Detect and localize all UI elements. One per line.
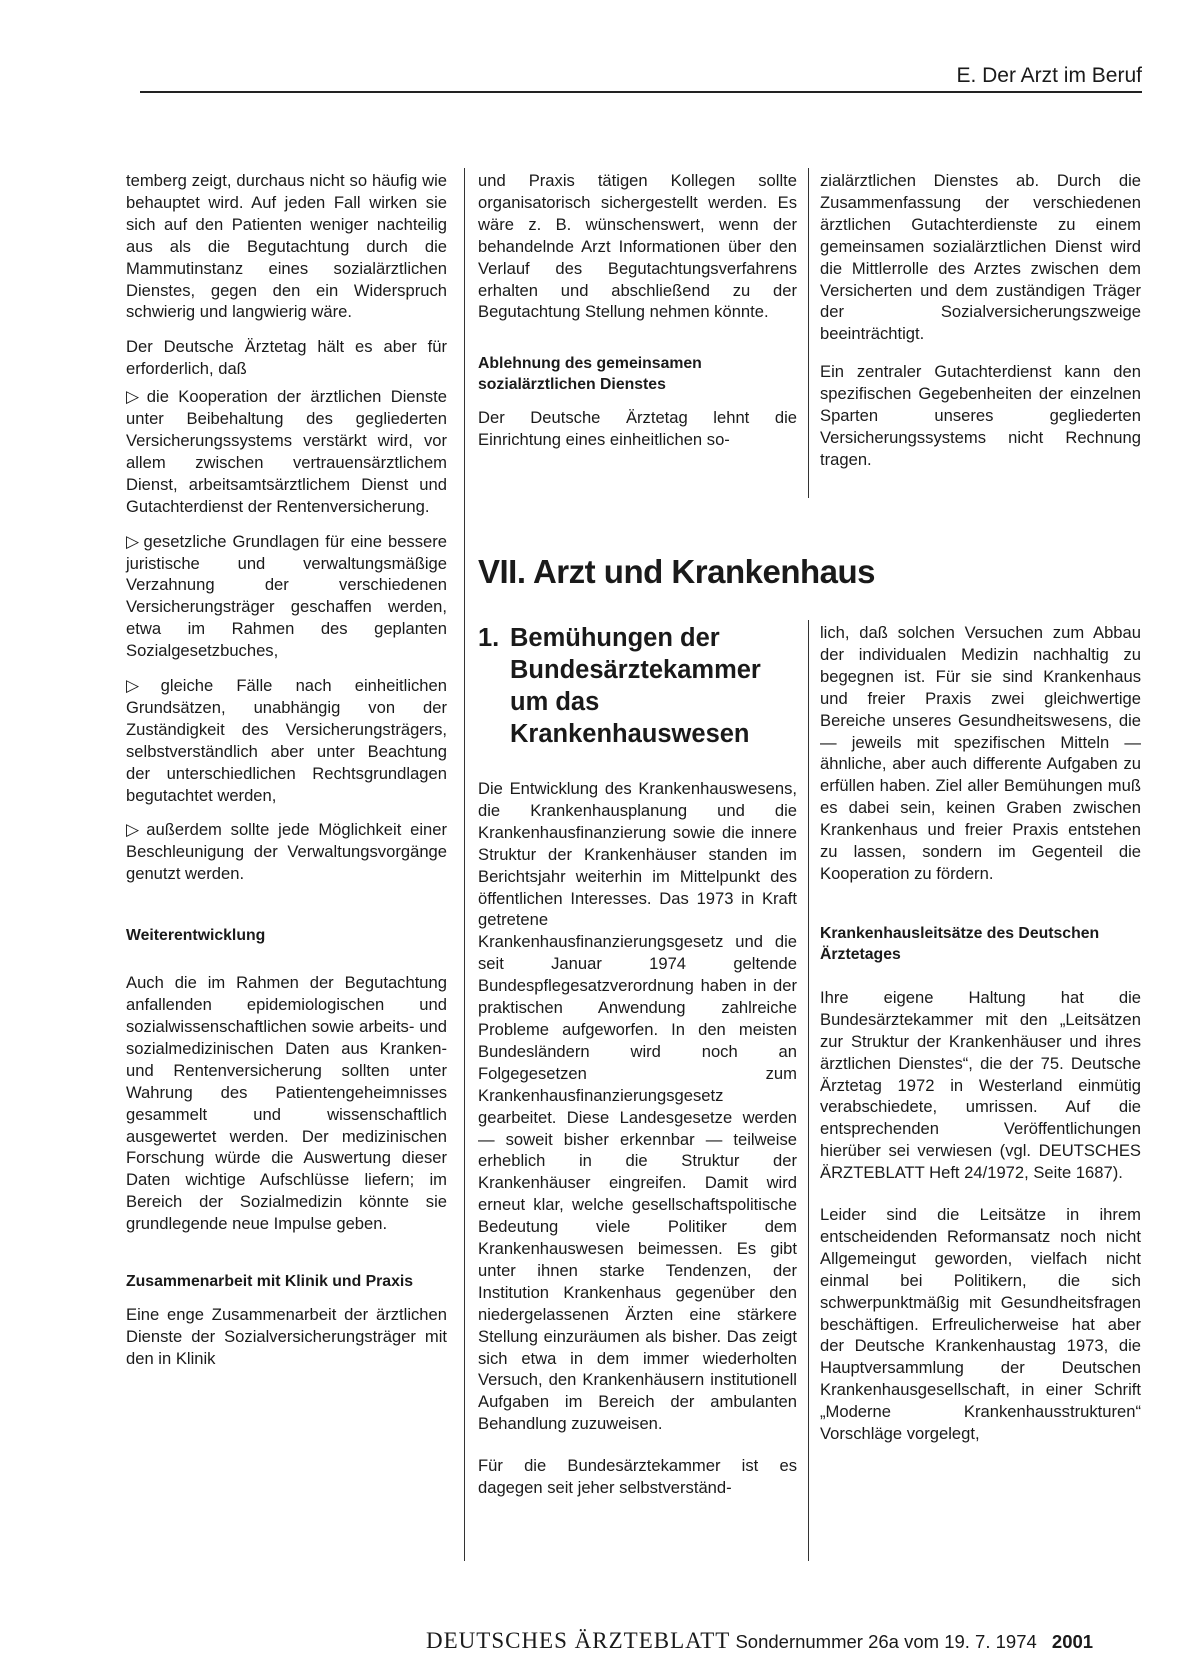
- subheading: Ablehnung des gemeinsamen sozialärztlichen Dienstes: [478, 355, 702, 394]
- paragraph: Ihre eigene Haltung hat die Bundesärztekammer mit den „Leitsätzen zur Struktur der Krankenhäuser und ihres ärztlichen Dienstes“, die der 75. Deutsche Ärztetag 1972 in Westerland einmütig verabschiedete, umrissen. Auf die entsprechenden Veröffentlichungen hierüber sei verwiesen (vgl. DEUTSCHES ÄRZTEBLATT Heft 24/1972, Seite 1687).: [820, 987, 1141, 1183]
- page-footer: [426, 1628, 1093, 1654]
- triangle-bullet-icon: ▷: [126, 820, 144, 840]
- paragraph: Für die Bundesärztekammer ist es dagegen seit jeher selbstverständ-: [478, 1456, 797, 1498]
- paragraph: zialärztlichen Dienstes ab. Durch die Zusammenfassung der verschiedenen ärztlichen Gutachterdienste zu einem gemeinsamen sozialärztlichen Dienst wird die Mittlerrolle des Arztes zwischen dem Versicherten und dem zuständigen Träger der Sozialversicherungszweige beeinträchtigt.: [820, 171, 1141, 344]
- paragraph: und Praxis tätigen Kollegen sollte organisatorisch sichergestellt werden. Es wäre z. B. wünschenswert, wenn der behandelnde Arzt Informationen über den Verlauf des Begutachtungsverfahrens erhalten und abschließend zu der Begutachtung Stellung nehmen könnte.: [478, 171, 797, 322]
- subsection-title: 1. Bemühungen der Bundesärztekammer um das Krankenhauswesen: [478, 624, 761, 748]
- column-divider: [808, 168, 809, 498]
- subheading: Krankenhausleitsätze des Deutschen Ärztetages: [820, 924, 1100, 963]
- list-item: ▷ gesetzliche Grundlagen für eine bessere juristische und verwaltungsmäßige Verzahnung der verschiedenen Versicherungsträger geschaffen werden, etwa im Rahmen des geplanten Sozialgesetzbuches,: [126, 531, 447, 661]
- subheading: Weiterentwicklung: [126, 927, 266, 945]
- column-divider: [808, 620, 809, 1561]
- paragraph: Eine enge Zusammenarbeit der ärztlichen Dienste der Sozialversicherungsträger mit den in Klinik: [126, 1305, 447, 1368]
- header-rule: [140, 91, 1142, 93]
- triangle-bullet-icon: ▷: [126, 676, 158, 696]
- triangle-bullet-icon: ▷: [126, 531, 141, 551]
- column-middle-top: [478, 170, 797, 464]
- column-right-top: [820, 170, 1141, 484]
- page-number: 2001: [1051, 1631, 1094, 1652]
- paragraph: temberg zeigt, durchaus nicht so häufig wie behauptet wird. Auf jeden Fall wirken sie sich auf den Patienten weniger nachteilig aus als die Begutachtung durch die Mammutinstanz eines sozialärztlichen Dienstes, gegen den ein Widerspruch schwierig und langwierig wäre.: [126, 171, 447, 322]
- column-right-bottom: [820, 622, 1141, 1458]
- subheading: Zusammenarbeit mit Klinik und Praxis: [126, 1273, 414, 1291]
- triangle-bullet-icon: ▷: [126, 387, 144, 407]
- paragraph: Leider sind die Leitsätze in ihrem entscheidenden Reformansatz noch nicht Allgemeingut geworden, vielfach nicht einmal bei Politikern, die sich schwerpunktmäßig mit Gesundheitsfragen beschäftigen. Erfreulicherweise hat aber der Deutsche Krankenhaustag 1973, die Hauptversammlung der Deutschen Krankenhausgesellschaft, in einer Schrift „Moderne Krankenhausstrukturen“ Vorschläge vorgelegt,: [820, 1205, 1141, 1444]
- column-middle-bottom: [478, 778, 797, 1512]
- paragraph: Die Entwicklung des Krankenhauswesens, die Krankenhausplanung und die Krankenhausfinanzierung sowie die innere Struktur der Krankenhäuser standen im Berichtsjahr weiterhin im Mittelpunkt des öffentlichen Interesses. Das 1973 in Kraft getretene Krankenhausfinanzierungsgesetz und die seit Januar 1974 geltende Bundespflegesatzverordnung haben in der praktischen Anwendung zahlreiche Probleme aufgeworfen. In den meisten Bundesländern wird noch an Folgegesetzen zum Krankenhausfinanzierungsgesetz gearbeitet. Diese Landesgesetze werden — soweit bisher erkennbar — teilweise erheblich in die Struktur der Krankenhäuser eingreifen. Damit wird erneut klar, welche gesellschaftspolitische Bedeutung viele Politiker dem Krankenhauswesen beimessen. Es gibt unter ihnen starke Tendenzen, der Institution Krankenhaus gegenüber den niedergelassenen Ärzten eine stärkere Stellung einzuräumen als bisher. Das zeigt sich etwa in dem immer wiederholten Versuch, den Krankenhäusern institutionell Aufgaben im Bereich der ambulanten Behandlung zuzuweisen.: [478, 779, 797, 1434]
- list-item: ▷ die Kooperation der ärztlichen Dienste unter Beibehaltung des gegliederten Versicherungssystems verstärkt wird, vor allem zwischen vertrauensärztlichem Dienst, arbeitsamtsärztlichem Dienst und Gutachterdienst der Rentenversicherung.: [126, 387, 447, 516]
- list-item: ▷ gleiche Fälle nach einheitlichen Grundsätzen, unabhängig von der Zuständigkeit des Versicherungsträgers, selbstverständlich aber unter Beachtung der unterschiedlichen Rechtsgrundlagen begutachtet werden,: [126, 676, 447, 805]
- paragraph: Ein zentraler Gutachterdienst kann den spezifischen Gegebenheiten der einzelnen Sparten unseres gegliederten Versicherungssystems nicht Rechnung tragen.: [820, 362, 1141, 469]
- list-item: ▷ außerdem sollte jede Möglichkeit einer Beschleunigung der Verwaltungsvorgänge genutzt werden.: [126, 820, 447, 884]
- column-left: [126, 170, 447, 1383]
- section-title: VII. Arzt und Krankenhaus: [478, 553, 876, 590]
- paragraph: Der Deutsche Ärztetag hält es aber für erforderlich, daß: [126, 337, 447, 379]
- paragraph: lich, daß solchen Versuchen zum Abbau der individualen Medizin nachhaltig zu begegnen ist. Für sie sind Krankenhaus und freier Praxis zwei gleichwertige Bereiche unseres Gesundheitswesens, die — jeweils mit spezifischen Mitteln — ähnliche, aber auch differente Aufgaben zu erfüllen haben. Ziel aller Bemühungen muß es dabei sein, keinen Graben zwischen Krankenhaus und freier Praxis entstehen zu lassen, sondern im Gegenteil die Kooperation zu fördern.: [820, 623, 1141, 883]
- paragraph: Auch die im Rahmen der Begutachtung anfallenden epidemiologischen und sozialwissenschaftlichen sowie arbeits- und sozialmedizinischen Daten aus Kranken- und Rentenversicherung sollten unter Wahrung des Patientengeheimnisses gesammelt und wissenschaftlich ausgewertet werden. Der medizinischen Forschung würde die Auswertung dieser Daten wichtige Aufschlüsse liefern; im Bereich der Sozialmedizin könnte sie grundlegende neue Impulse geben.: [126, 973, 447, 1234]
- paragraph: Der Deutsche Ärztetag lehnt die Einrichtung eines einheitlichen so-: [478, 408, 797, 450]
- running-header: E. Der Arzt im Beruf: [956, 64, 1142, 87]
- issue-info: Sondernummer 26a vom 19. 7. 1974: [735, 1631, 1037, 1652]
- journal-name: DEUTSCHES ÄRZTEBLATT: [426, 1628, 731, 1653]
- column-divider: [464, 168, 465, 1561]
